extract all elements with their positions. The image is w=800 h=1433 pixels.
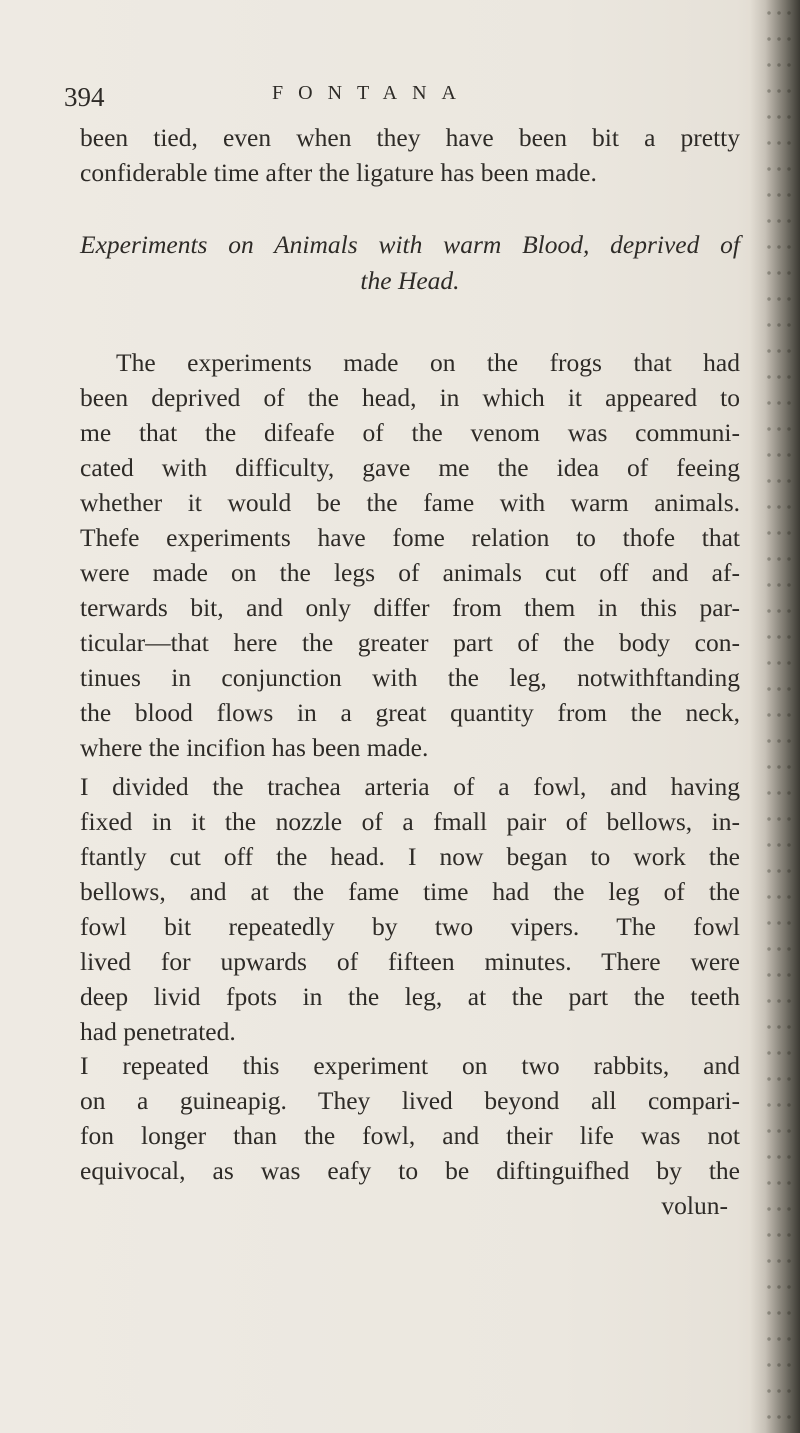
text-line: tinues in conjunction with the leg, notwithftanding	[80, 663, 740, 692]
text-line: I repeated this experiment on two rabbits, and	[80, 1051, 740, 1080]
text-line: I divided the trachea arteria of a fowl, and having	[80, 772, 740, 801]
text-line: the blood flows in a great quantity from the neck,	[80, 698, 740, 727]
text-line: on a guineapig. They lived beyond all compari-	[80, 1086, 740, 1115]
text-line: bellows, and at the fame time had the leg of the	[80, 877, 740, 906]
text-line: were made on the legs of animals cut off and af-	[80, 558, 740, 587]
continued-text	[80, 120, 740, 190]
text-line: where the incifion has been made.	[80, 733, 429, 762]
section-heading	[80, 227, 740, 299]
page-number: 394	[64, 82, 105, 112]
text-line: confiderable time after the ligature has been made.	[80, 158, 597, 187]
running-head: FONTANA	[272, 82, 471, 104]
catchword: volun-	[661, 1191, 728, 1220]
text-line: terwards bit, and only differ from them in this par-	[80, 593, 740, 622]
text-line: been tied, even when they have been bit a pretty	[80, 123, 740, 152]
section-heading-line: Experiments on Animals with warm Blood, deprived of	[80, 230, 740, 259]
text-line: lived for upwards of fifteen minutes. There were	[80, 947, 740, 976]
text-line: fowl bit repeatedly by two vipers. The fowl	[80, 912, 740, 941]
text-line: me that the difeafe of the venom was communi-	[80, 418, 740, 447]
text-line: ticular—that here the greater part of the body con-	[80, 628, 740, 657]
text-line: whether it would be the fame with warm animals.	[80, 488, 740, 517]
text-line: fixed in it the nozzle of a fmall pair of bellows, in-	[80, 807, 740, 836]
binding-texture	[764, 0, 794, 1433]
text-line: The experiments made on the frogs that had	[116, 348, 740, 377]
paragraph-2	[80, 769, 740, 1049]
text-line: been deprived of the head, in which it appeared to	[80, 383, 740, 412]
text-line: had penetrated.	[80, 1017, 236, 1046]
paragraph-1	[80, 345, 740, 765]
text-line: Thefe experiments have fome relation to thofe that	[80, 523, 740, 552]
text-line: fon longer than the fowl, and their life was not	[80, 1121, 740, 1150]
paragraph-3	[80, 1048, 740, 1188]
text-line: cated with difficulty, gave me the idea of feeing	[80, 453, 740, 482]
page-header	[64, 82, 744, 114]
text-line: deep livid fpots in the leg, at the part the teeth	[80, 982, 740, 1011]
section-heading-line: the Head.	[360, 266, 460, 295]
text-line: ftantly cut off the head. I now began to work the	[80, 842, 740, 871]
text-line: equivocal, as was eafy to be diftinguifhed by the	[80, 1156, 740, 1185]
